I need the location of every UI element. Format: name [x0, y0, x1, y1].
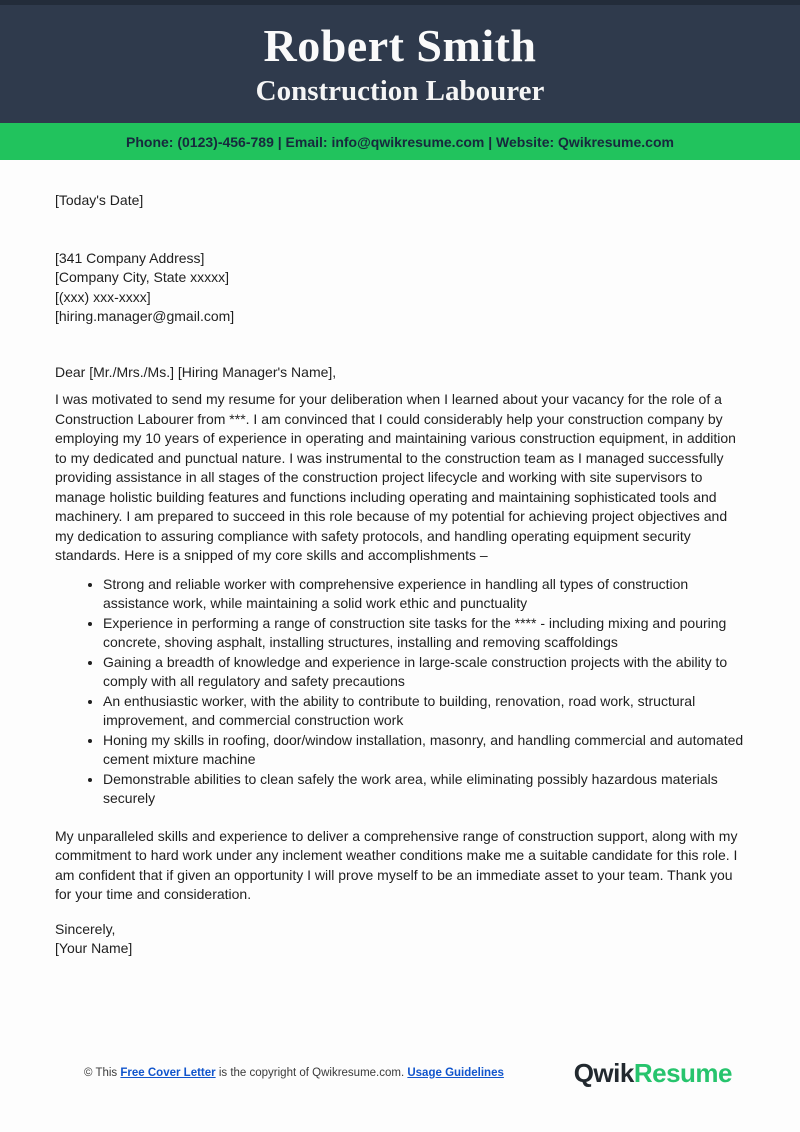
skill-bullet: • Gaining a breadth of knowledge and experience in large-scale construction projects with the ability to comply with all regulatory and safety precautions: [103, 653, 745, 692]
signature-placeholder: [Your Name]: [55, 940, 133, 956]
contact-info: Phone: (0123)-456-789 | Email: info@qwikresume.com | Website: Qwikresume.com: [126, 133, 674, 150]
address-line: [(xxx) xxx-xxxx]: [55, 288, 151, 305]
usage-guidelines-link[interactable]: Usage Guidelines: [407, 1067, 504, 1079]
skill-bullet: • Strong and reliable worker with comprehensive experience in handling all types of construction assistance work, while maintaining a solid work ethic and punctuality: [103, 575, 745, 614]
logo-qwik-text: Qwik: [573, 1058, 634, 1088]
skills-bullet-list: [55, 575, 745, 809]
signoff-block: [55, 920, 745, 959]
candidate-name: Robert Smith: [263, 20, 537, 71]
intro-paragraph: I was motivated to send my resume for your deliberation when I learned about your vacancy for the role of a Construction Labourer from ***. I am convinced that I could considerably help your construction company by employing my 10 years of experience in operating and maintaining various construction equipment, in addition to my dedicated and punctual nature. I was instrumental to the construction team as I managed successfully providing assistance in all stages of the construction project lifecycle and working with site supervisors to manage holistic building features and functions including operating and maintaining sophisticated tools and machinery. I am prepared to succeed in this role because of my potential for achieving project objectives and my dedication to assuring compliance with safety protocols, and handling operating equipment security standards. Here is a snipped of my core skills and accomplishments –: [55, 391, 736, 563]
address-line: [hiring.manager@gmail.com]: [55, 308, 235, 324]
skill-bullet: • Experience in performing a range of construction site tasks for the **** - including mixing and pouring concrete, shoving asphalt, installing structures, installing and removing scaffoldings: [103, 614, 745, 653]
skill-bullet: • Honing my skills in roofing, door/window installation, masonry, and handling commercial and automated cement mixture machine: [103, 731, 745, 770]
copyright-line: [84, 1067, 504, 1079]
qwikresume-logo[interactable]: [574, 1060, 732, 1086]
logo-resume-text: Resume: [633, 1058, 732, 1088]
signoff: Sincerely,: [55, 920, 116, 937]
copyright-middle: is the copyright of Qwikresume.com.: [215, 1067, 408, 1079]
company-address-block: [55, 249, 745, 327]
copyright-prefix: © This: [84, 1067, 121, 1079]
address-line: [341 Company Address]: [55, 249, 205, 266]
letter-body: [0, 160, 800, 959]
salutation: Dear [Mr./Mrs./Ms.] [Hiring Manager's Name],: [55, 363, 337, 380]
skill-bullet: • An enthusiastic worker, with the ability to contribute to building, renovation, road work, structural improvement, and commercial construction work: [103, 692, 745, 731]
contact-band: [0, 123, 800, 160]
address-line: [Company City, State xxxxx]: [55, 269, 230, 285]
free-cover-letter-link[interactable]: Free Cover Letter: [120, 1067, 216, 1079]
header-band: [0, 5, 800, 123]
job-title: Construction Labourer: [255, 74, 545, 107]
skill-bullet: • Demonstrable abilities to clean safely the work area, while eliminating possibly hazardous materials securely: [103, 770, 745, 809]
footer: [0, 1060, 800, 1086]
closing-paragraph: My unparalleled skills and experience to deliver a comprehensive range of construction support, along with my commitment to hard work under any inclement weather conditions make me a suitable candidate for this role. I am confident that if given an opportunity I will prove myself to be an immediate asset to your team. Thank you for your time and consideration.: [55, 827, 738, 902]
date-placeholder: [Today's Date]: [55, 192, 144, 208]
